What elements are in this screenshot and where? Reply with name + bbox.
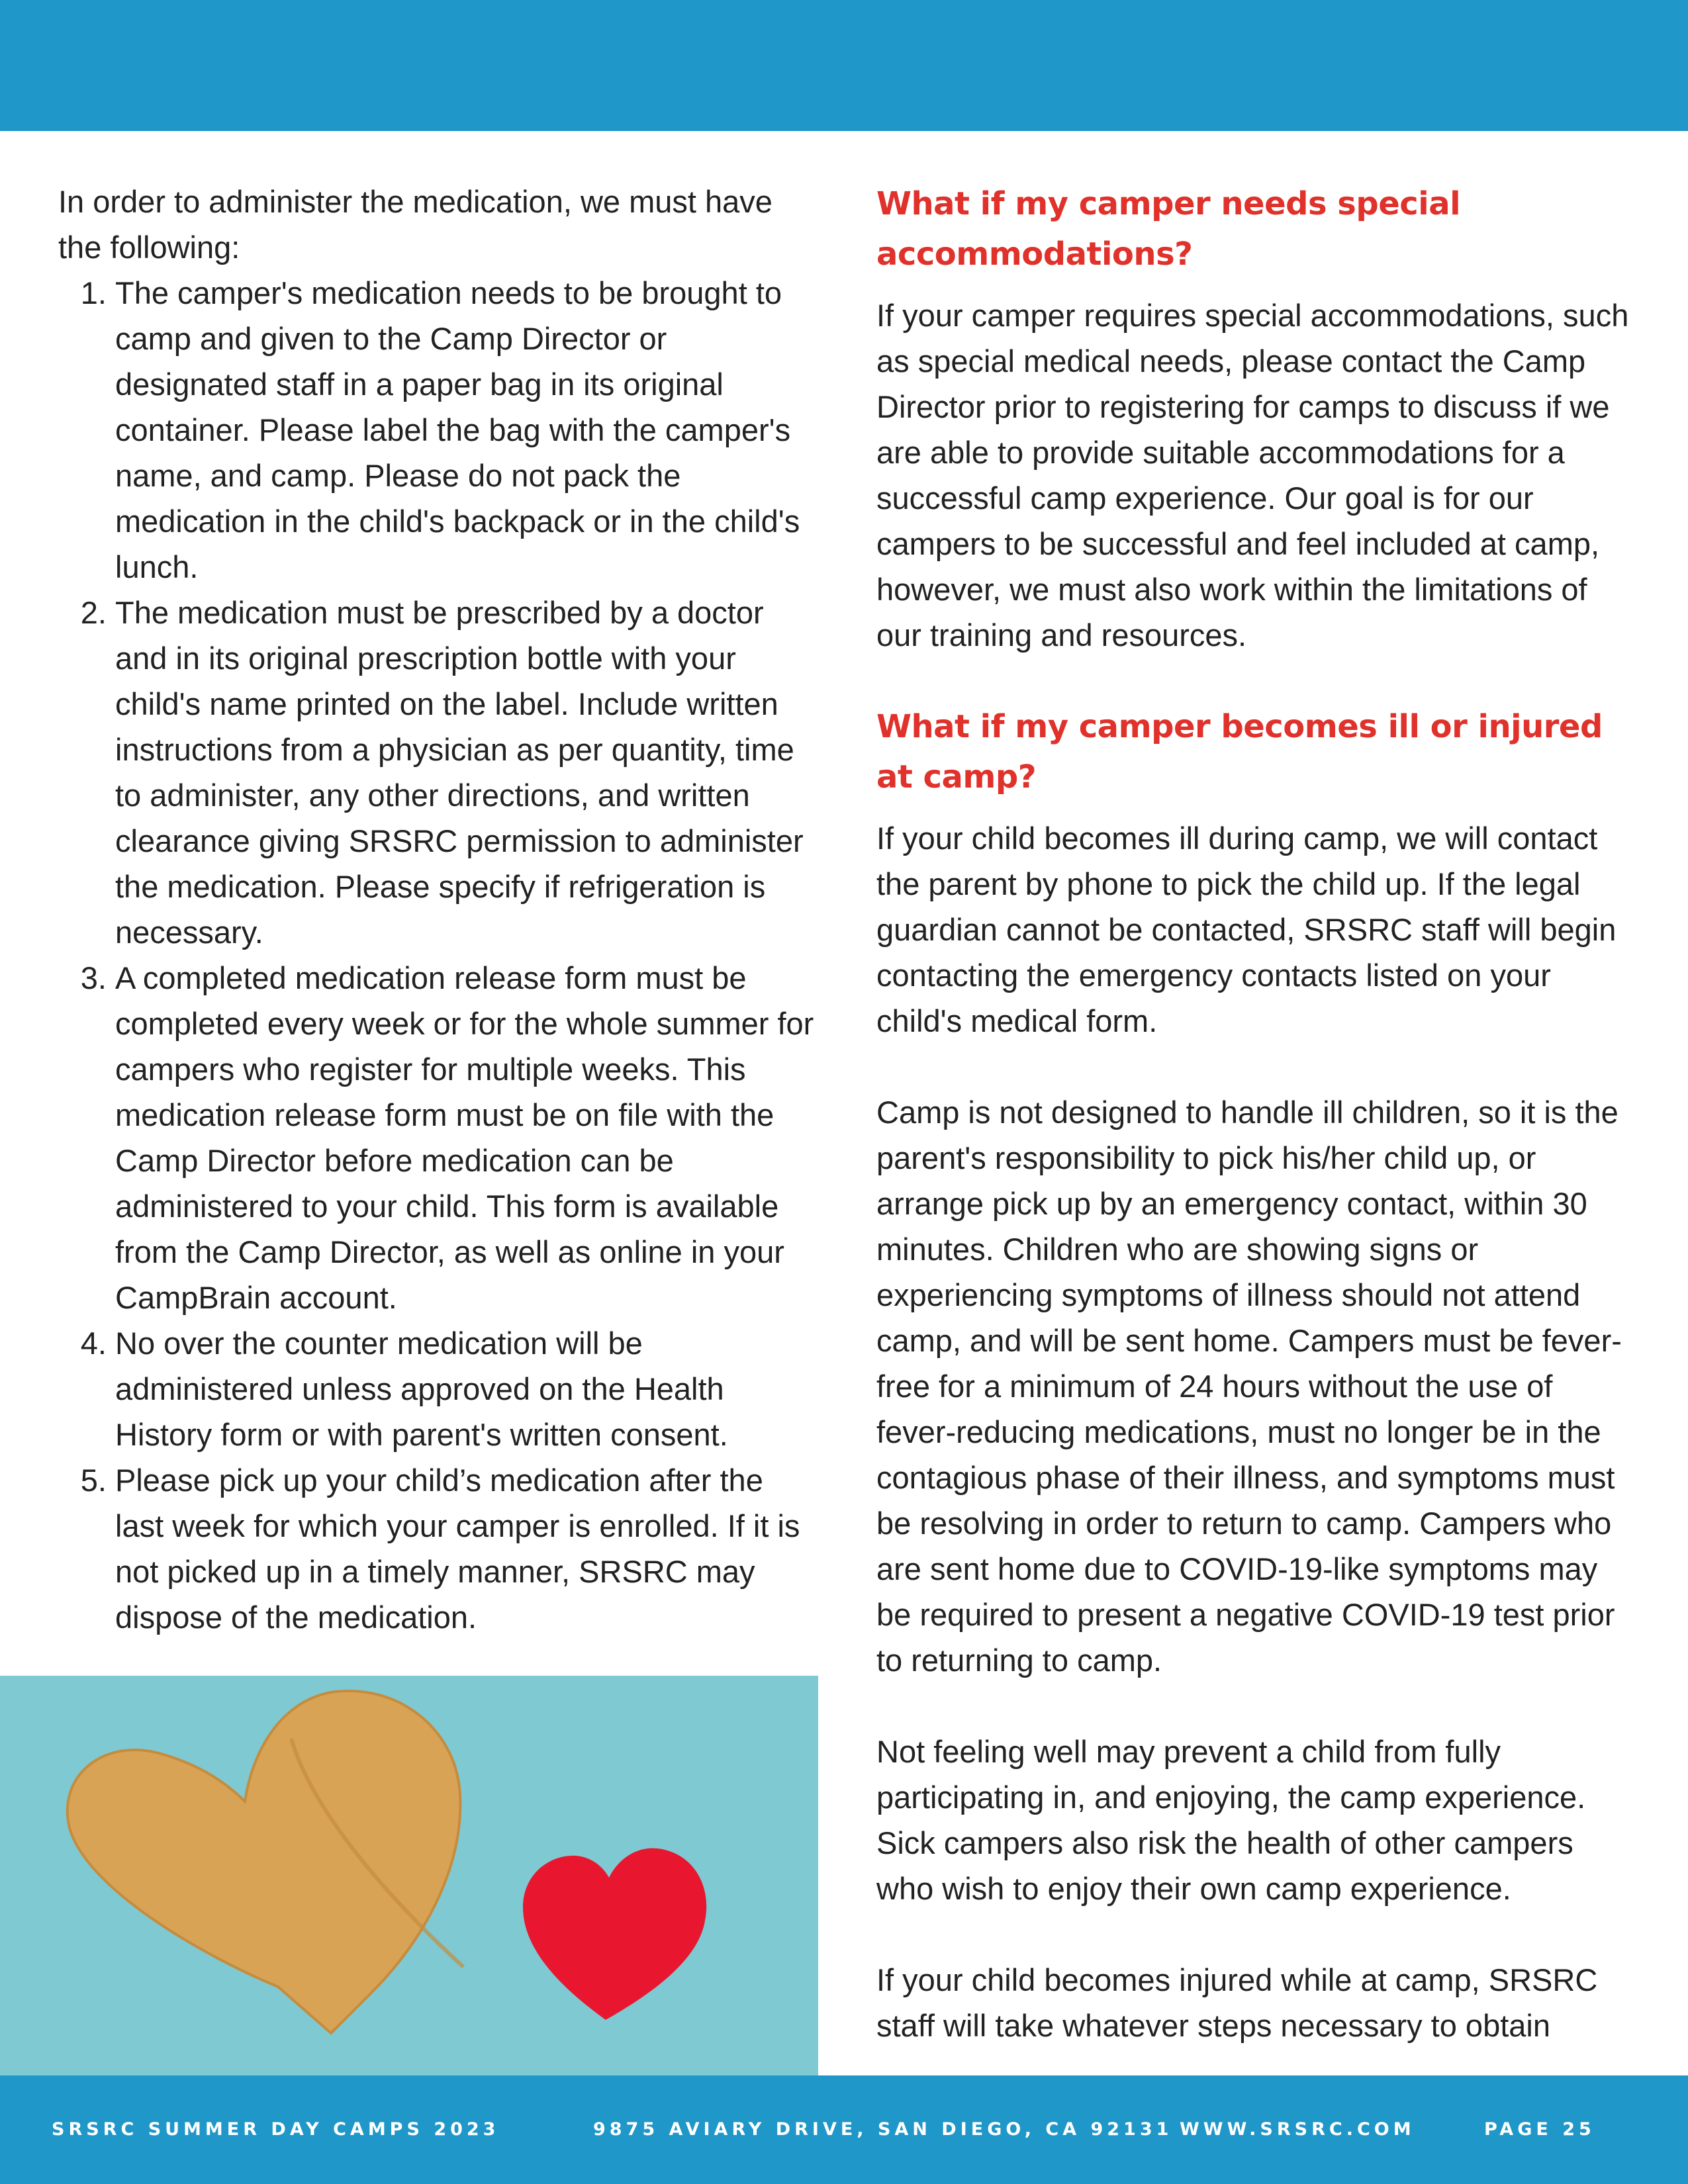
faq-section [876, 179, 1638, 2048]
medication-requirements [58, 179, 820, 1640]
ill-injured-heading: What if my camper becomes ill or injured at camp? [876, 708, 1603, 796]
intro-text: In order to administer the medication, we must have the following: [58, 184, 773, 265]
footer-address: 9875 AVIARY DRIVE, SAN DIEGO, CA 92131 [593, 2119, 1173, 2140]
ill-paragraph-4: If your child becomes injured while at camp, SRSRC staff will take whatever steps necessary to obtain [876, 1962, 1598, 2043]
footer-website[interactable]: WWW.SRSRC.COM [1180, 2119, 1415, 2140]
page-number: PAGE 25 [1484, 2119, 1595, 2140]
special-accommodations-heading: What if my camper needs special accommodations? [876, 185, 1461, 273]
footer-band [0, 2075, 1688, 2184]
ill-paragraph-1: If your child becomes ill during camp, we will contact the parent by phone to pick the child up. If the legal guardian cannot be contacted, SRSRC staff will begin contacting the emergency contacts listed on your child's medical form. [876, 821, 1617, 1038]
requirements-list [58, 270, 820, 1640]
list-item: 5. Please pick up your child’s medication after the last week for which your camper is enrolled. If it is not picked up in a timely manner, SRSRC may dispose of the medication. [115, 1457, 820, 1640]
list-item: 3. A completed medication release form must be completed every week or for the whole summer for campers who register for multiple weeks. This medication release form must be on file with the Camp Director before medication can be administered to your child. This form is available from the Camp Director, as well as online in your CampBrain account. [115, 955, 820, 1320]
special-accommodations-text: If your camper requires special accommodations, such as special medical needs, please contact the Camp Director prior to registering for camps to discuss if we are able to provide suitable accommodations for a successful camp experience. Our goal is for our campers to be successful and feel included at camp, however, we must also work within the limitations of our training and resources. [876, 298, 1629, 653]
photo-illustration [0, 1676, 818, 2075]
ill-paragraph-3: Not feeling well may prevent a child from fully participating in, and enjoying, the camp experience. Sick campers also risk the health of other campers who wish to enjoy their own camp experience. [876, 1734, 1586, 1906]
bandage-heart-photo [0, 1676, 818, 2075]
ill-paragraph-2: Camp is not designed to handle ill children, so it is the parent's responsibility to pick his/her child up, or arrange pick up by an emergency contact, within 30 minutes. Children who are showing signs or experiencing symptoms of illness should not attend camp, and will be sent home. Campers must be fever-free for a minimum of 24 hours without the use of fever-reducing medications, must no longer be in the contagious phase of their illness, and symptoms must be resolving in order to return to camp. Campers who are sent home due to COVID-19-like symptoms may be required to present a negative COVID-19 test prior to returning to camp. [876, 1095, 1622, 1678]
list-item: 2. The medication must be prescribed by a doctor and in its original prescription bottle with your child's name printed on the label. Include written instructions from a physician as per quantity, time to administer, any other directions, and written clearance giving SRSRC permission to administer the medication. Please specify if refrigeration is necessary. [115, 590, 820, 955]
list-item: 4. No over the counter medication will be administered unless approved on the Health History form or with parent's written consent. [115, 1320, 820, 1457]
header-band [0, 0, 1688, 131]
footer-title: SRSRC SUMMER DAY CAMPS 2023 [52, 2119, 500, 2140]
list-item: 1. The camper's medication needs to be brought to camp and given to the Camp Director or designated staff in a paper bag in its original container. Please label the bag with the camper's name, and camp. Please do not pack the medication in the child's backpack or in the child's lunch. [115, 270, 820, 590]
